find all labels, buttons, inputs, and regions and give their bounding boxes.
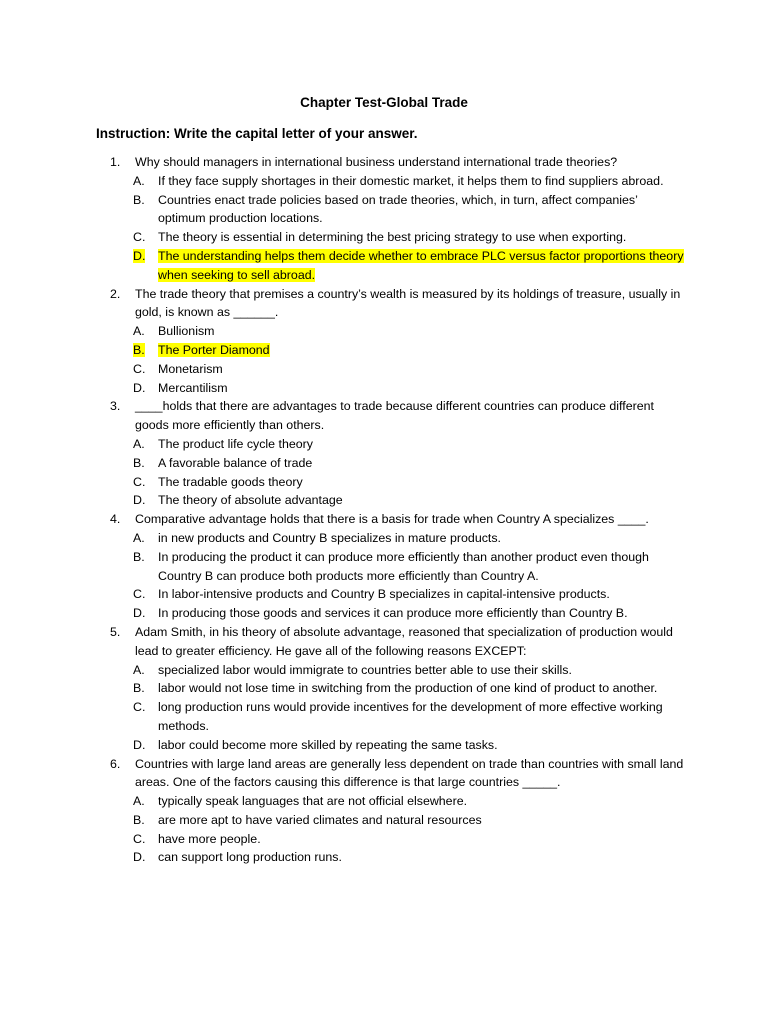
question-number-cell xyxy=(96,623,135,661)
option-letter xyxy=(133,604,158,623)
option-text: can support long production runs. xyxy=(158,850,342,865)
option-text: Bullionism xyxy=(158,324,215,339)
option-letter-text: A. xyxy=(133,530,145,545)
option-letter xyxy=(133,548,158,586)
option-letter-text: D. xyxy=(133,606,146,621)
option-letter-text: B. xyxy=(133,342,145,357)
question-item xyxy=(96,285,686,398)
answer-option xyxy=(96,698,686,736)
option-text: Countries enact trade policies based on trade theories, which, in turn, affect companies’ optimum production locations. xyxy=(158,192,638,226)
option-text: long production runs would provide incentives for the development of more effective working methods. xyxy=(158,700,663,733)
question-row xyxy=(96,285,686,323)
option-letter-text: C. xyxy=(133,587,146,602)
answer-option xyxy=(96,228,686,247)
answer-option xyxy=(96,454,686,473)
option-letter-text: B. xyxy=(133,455,145,470)
option-text: The theory is essential in determining the best pricing strategy to use when exporting. xyxy=(158,230,627,245)
option-text-wrap xyxy=(158,247,686,285)
option-letter xyxy=(133,661,158,680)
option-letter-text: C. xyxy=(133,474,146,489)
question-item xyxy=(96,510,686,623)
option-letter-text: D. xyxy=(133,493,146,508)
option-text-wrap xyxy=(158,679,686,698)
answer-option xyxy=(96,661,686,680)
option-letter xyxy=(133,191,158,229)
answer-option xyxy=(96,473,686,492)
option-letter-text: D. xyxy=(133,380,146,395)
option-letter xyxy=(133,473,158,492)
question-row xyxy=(96,623,686,661)
option-letter-text: A. xyxy=(133,324,145,339)
option-letter xyxy=(133,247,158,285)
option-letter xyxy=(133,322,158,341)
option-letter-text: C. xyxy=(133,700,146,715)
answer-option xyxy=(96,172,686,191)
question-number: 6. xyxy=(110,756,121,771)
answer-option xyxy=(96,811,686,830)
option-letter xyxy=(133,830,158,849)
option-letter xyxy=(133,529,158,548)
question-item xyxy=(96,153,686,285)
option-letter xyxy=(133,679,158,698)
question-text: Comparative advantage holds that there is a basis for trade when Country A specializes ____. xyxy=(135,512,649,527)
answer-options xyxy=(96,529,686,623)
option-text-wrap xyxy=(158,360,686,379)
option-text: are more apt to have varied climates and natural resources xyxy=(158,812,482,827)
answer-options xyxy=(96,322,686,397)
question-row xyxy=(96,755,686,793)
answer-option xyxy=(96,435,686,454)
question-list xyxy=(96,153,686,867)
option-letter xyxy=(133,341,158,360)
question-row xyxy=(96,153,686,172)
option-text-wrap xyxy=(158,454,686,473)
option-letter xyxy=(133,454,158,473)
option-text: If they face supply shortages in their domestic market, it helps them to find suppliers abroad. xyxy=(158,173,664,188)
option-letter-text: C. xyxy=(133,230,146,245)
option-text-wrap xyxy=(158,491,686,510)
option-text-wrap xyxy=(158,736,686,755)
option-letter xyxy=(133,360,158,379)
option-letter-text: A. xyxy=(133,794,145,809)
option-text: A favorable balance of trade xyxy=(158,455,313,470)
question-number: 2. xyxy=(110,286,121,301)
question-text: The trade theory that premises a country’s wealth is measured by its holdings of treasure, usually in gold, is known as ______. xyxy=(135,286,681,320)
option-letter xyxy=(133,172,158,191)
option-text-wrap xyxy=(158,435,686,454)
answer-option xyxy=(96,830,686,849)
answer-option xyxy=(96,548,686,586)
question-number: 1. xyxy=(110,155,121,169)
option-text-wrap xyxy=(158,548,686,586)
answer-option xyxy=(96,341,686,360)
answer-option xyxy=(96,360,686,379)
option-text: Monetarism xyxy=(158,361,223,376)
option-letter-text: D. xyxy=(133,850,146,865)
option-letter xyxy=(133,848,158,867)
option-text-wrap xyxy=(158,529,686,548)
question-text: Why should managers in international business understand international trade theories? xyxy=(135,155,618,169)
option-text-wrap xyxy=(158,698,686,736)
answer-options xyxy=(96,172,686,285)
question-row xyxy=(96,397,686,435)
option-letter-text: A. xyxy=(133,662,145,677)
option-text-wrap xyxy=(158,811,686,830)
option-text: specialized labor would immigrate to countries better able to use their skills. xyxy=(158,662,572,677)
answer-option xyxy=(96,247,686,285)
answer-option xyxy=(96,379,686,398)
option-text-wrap xyxy=(158,792,686,811)
instruction-text: Instruction: Write the capital letter of your answer. xyxy=(96,126,418,141)
option-letter xyxy=(133,792,158,811)
option-letter-text: D. xyxy=(133,737,146,752)
option-letter-text: B. xyxy=(133,812,145,827)
page-title: Chapter Test-Global Trade xyxy=(300,95,468,110)
option-text-wrap xyxy=(158,379,686,398)
question-item xyxy=(96,755,686,868)
option-text: labor could become more skilled by repeating the same tasks. xyxy=(158,737,498,752)
question-row xyxy=(96,510,686,529)
answer-option xyxy=(96,604,686,623)
option-letter xyxy=(133,379,158,398)
option-text-wrap xyxy=(158,661,686,680)
option-text-wrap xyxy=(158,191,686,229)
option-letter xyxy=(133,811,158,830)
option-text-wrap xyxy=(158,322,686,341)
option-text: have more people. xyxy=(158,831,261,846)
answer-options xyxy=(96,435,686,510)
option-text-wrap xyxy=(158,604,686,623)
answer-option xyxy=(96,679,686,698)
question-number: 5. xyxy=(110,624,121,639)
question-item xyxy=(96,397,686,510)
option-letter-text: C. xyxy=(133,831,146,846)
option-letter-text: B. xyxy=(133,681,145,696)
option-text-wrap xyxy=(158,228,686,247)
option-letter-text: B. xyxy=(133,549,145,564)
option-letter-text: D. xyxy=(133,248,146,263)
option-letter-text: A. xyxy=(133,436,145,451)
question-number-cell xyxy=(96,755,135,793)
question-number: 4. xyxy=(110,512,121,527)
answer-option xyxy=(96,191,686,229)
question-number-cell xyxy=(96,397,135,435)
option-letter xyxy=(133,736,158,755)
answer-option xyxy=(96,585,686,604)
option-letter xyxy=(133,585,158,604)
option-text: The theory of absolute advantage xyxy=(158,493,343,508)
option-letter-text: B. xyxy=(133,192,145,207)
option-text: in new products and Country B specializes in mature products. xyxy=(158,530,501,545)
option-text: In labor-intensive products and Country B specializes in capital-intensive products. xyxy=(158,587,610,602)
option-text: typically speak languages that are not official elsewhere. xyxy=(158,794,468,809)
option-text-wrap xyxy=(158,848,686,867)
highlighted-option-text: The Porter Diamond xyxy=(158,342,270,357)
answer-option xyxy=(96,736,686,755)
answer-options xyxy=(96,661,686,755)
question-text: Countries with large land areas are generally less dependent on trade than countries with small land areas. One of the factors causing this difference is that large countries _____. xyxy=(135,756,684,790)
option-letter-text: A. xyxy=(133,173,145,188)
question-number-cell xyxy=(96,153,135,172)
question-number: 3. xyxy=(110,399,121,414)
option-text: Mercantilism xyxy=(158,380,228,395)
answer-options xyxy=(96,792,686,867)
option-text-wrap xyxy=(158,172,686,191)
option-letter xyxy=(133,435,158,454)
option-text-wrap xyxy=(158,585,686,604)
option-text: labor would not lose time in switching from the production of one kind of product to another. xyxy=(158,681,658,696)
highlighted-option-text: The understanding helps them decide whether to embrace PLC versus factor proportions theory when seeking to sell abroad. xyxy=(158,248,684,282)
answer-option xyxy=(96,491,686,510)
option-letter-text: C. xyxy=(133,361,146,376)
question-number-cell xyxy=(96,510,135,529)
question-text: ____holds that there are advantages to trade because different countries can produce different goods more efficiently than others. xyxy=(135,399,654,433)
question-number-cell xyxy=(96,285,135,323)
answer-option xyxy=(96,529,686,548)
option-text-wrap xyxy=(158,830,686,849)
option-text: In producing the product it can produce more efficiently than another product even though Country B can produce both products more efficiently than Country A. xyxy=(158,549,649,583)
option-text: In producing those goods and services it can produce more efficiently than Country B. xyxy=(158,606,628,621)
option-letter xyxy=(133,228,158,247)
question-text: Adam Smith, in his theory of absolute advantage, reasoned that specialization of production would lead to greater efficiency. He gave all of the following reasons EXCEPT: xyxy=(135,624,673,658)
answer-option xyxy=(96,792,686,811)
option-text: The product life cycle theory xyxy=(158,436,313,451)
option-text-wrap xyxy=(158,473,686,492)
option-letter xyxy=(133,491,158,510)
option-text-wrap xyxy=(158,341,686,360)
option-text: The tradable goods theory xyxy=(158,474,303,489)
answer-option xyxy=(96,322,686,341)
option-letter xyxy=(133,698,158,736)
answer-option xyxy=(96,848,686,867)
question-item xyxy=(96,623,686,755)
